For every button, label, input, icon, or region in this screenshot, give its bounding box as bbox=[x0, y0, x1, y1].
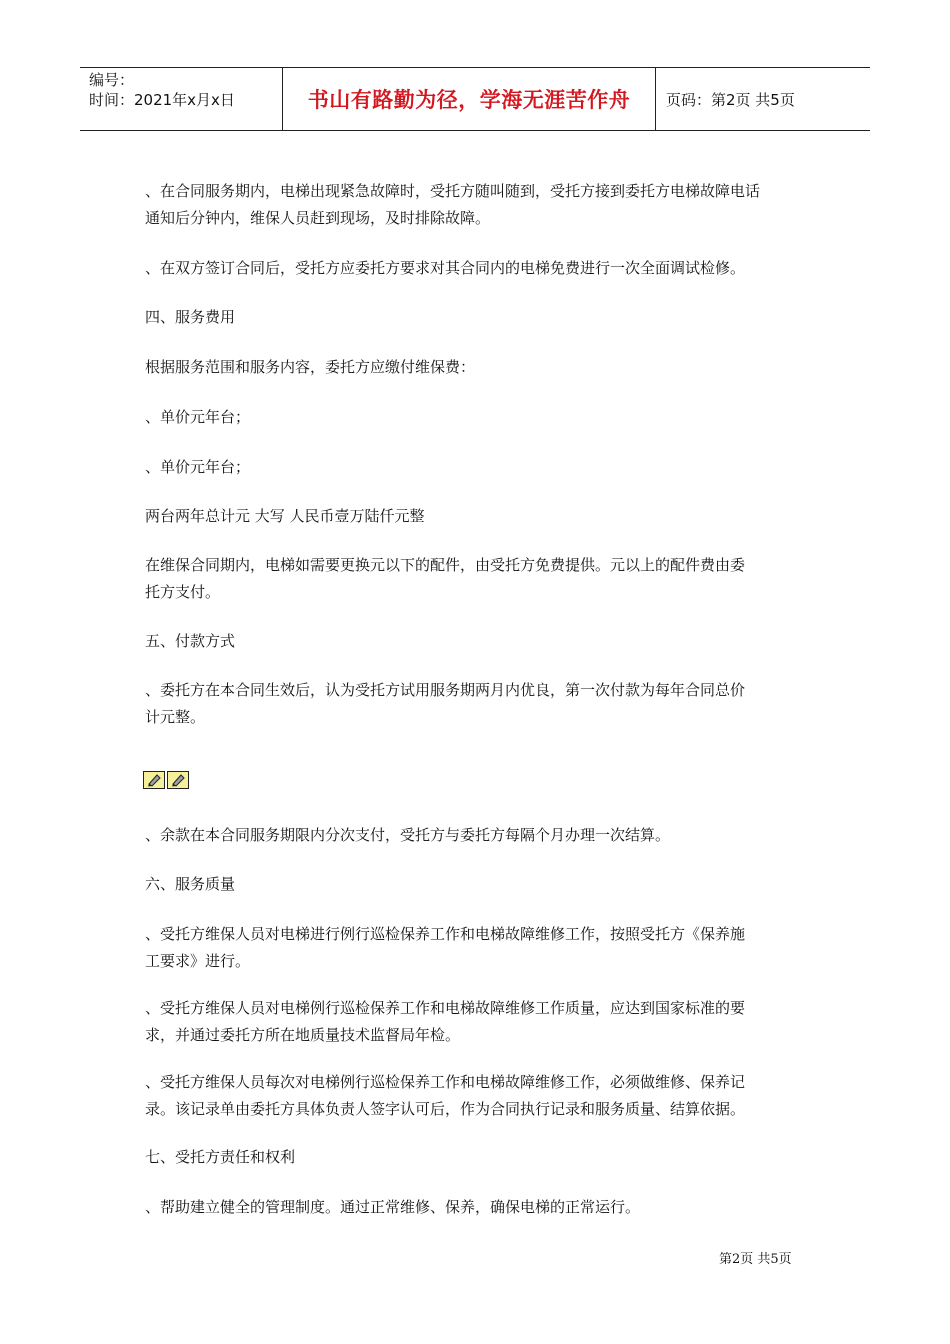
paragraph-15 bbox=[145, 1069, 809, 1123]
text-line: 、委托方在本合同生效后，认为受托方试用服务期两月内优良，第一次付款为每年合同总价 bbox=[145, 681, 746, 699]
number-label: 编号： bbox=[89, 71, 135, 89]
paragraph-17 bbox=[145, 1194, 809, 1221]
text-line: 工要求》进行。 bbox=[145, 952, 251, 970]
paragraph-13 bbox=[145, 921, 809, 975]
time-label: 时间：2021年x月x日 bbox=[89, 91, 235, 109]
text-line: 、受托方维保人员每次对电梯例行巡检保养工作和电梯故障维修工作，必须做维修、保养记 bbox=[145, 1073, 746, 1091]
text-line: 、受托方维保人员对电梯例行巡检保养工作和电梯故障维修工作质量，应达到国家标准的要 bbox=[145, 999, 746, 1017]
text-line: 四、服务费用 bbox=[145, 308, 236, 326]
text-line: 计元整。 bbox=[145, 708, 206, 726]
paragraph-2 bbox=[145, 255, 809, 282]
paragraph-6 bbox=[145, 454, 809, 481]
header-meta bbox=[80, 68, 282, 130]
text-line: 、在双方签订合同后，受托方应委托方要求对其合同内的电梯免费进行一次全面调试检修。 bbox=[145, 259, 746, 277]
text-line: 托方支付。 bbox=[145, 583, 221, 601]
text-line: 七、受托方责任和权利 bbox=[145, 1148, 296, 1166]
paragraph-4 bbox=[145, 354, 809, 381]
paragraph-11 bbox=[145, 822, 809, 849]
text-line: 录。该记录单由委托方具体负责人签字认可后，作为合同执行记录和服务质量、结算依据。 bbox=[145, 1100, 746, 1118]
pen-icon bbox=[143, 771, 165, 789]
text-line: 根据服务范围和服务内容，委托方应缴付维保费： bbox=[145, 358, 476, 376]
header-motto: 书山有路勤为径，学海无涯苦作舟 bbox=[282, 68, 656, 130]
document-header bbox=[80, 67, 870, 131]
text-line: 、帮助建立健全的管理制度。通过正常维修、保养，确保电梯的正常运行。 bbox=[145, 1198, 641, 1216]
paragraph-7 bbox=[145, 503, 809, 530]
header-page-info: 页码：第2页 共5页 bbox=[666, 90, 795, 109]
text-line: 在维保合同期内，电梯如需要更换元以下的配件，由受托方免费提供。元以上的配件费由委 bbox=[145, 556, 746, 574]
paragraph-5 bbox=[145, 404, 809, 431]
text-line: 、单价元年台； bbox=[145, 458, 251, 476]
text-line: 求，并通过委托方所在地质量技术监督局年检。 bbox=[145, 1026, 461, 1044]
footer-page-number: 第2页 共5页 bbox=[719, 1252, 792, 1267]
text-line: 通知后分钟内，维保人员赶到现场，及时排除故障。 bbox=[145, 209, 491, 227]
embedded-icons bbox=[143, 771, 191, 789]
section-heading-7 bbox=[145, 1144, 809, 1171]
text-line: 、余款在本合同服务期限内分次支付，受托方与委托方每隔个月办理一次结算。 bbox=[145, 826, 671, 844]
text-line: 、在合同服务期内，电梯出现紧急故障时，受托方随叫随到，受托方接到委托方电梯故障电话 bbox=[145, 182, 761, 200]
paragraph-8 bbox=[145, 552, 809, 606]
paragraph-10 bbox=[145, 677, 809, 731]
pen-icon bbox=[167, 771, 189, 789]
section-heading-5 bbox=[145, 628, 809, 655]
section-heading-4 bbox=[145, 304, 809, 331]
text-line: 六、服务质量 bbox=[145, 875, 236, 893]
text-line: 五、付款方式 bbox=[145, 632, 236, 650]
paragraph-14 bbox=[145, 995, 809, 1049]
text-line: 两台两年总计元 大写 人民币壹万陆仟元整 bbox=[145, 507, 425, 525]
text-line: 、受托方维保人员对电梯进行例行巡检保养工作和电梯故障维修工作，按照受托方《保养施 bbox=[145, 925, 746, 943]
paragraph-1 bbox=[145, 178, 809, 232]
section-heading-6 bbox=[145, 871, 809, 898]
text-line: 、单价元年台； bbox=[145, 408, 251, 426]
